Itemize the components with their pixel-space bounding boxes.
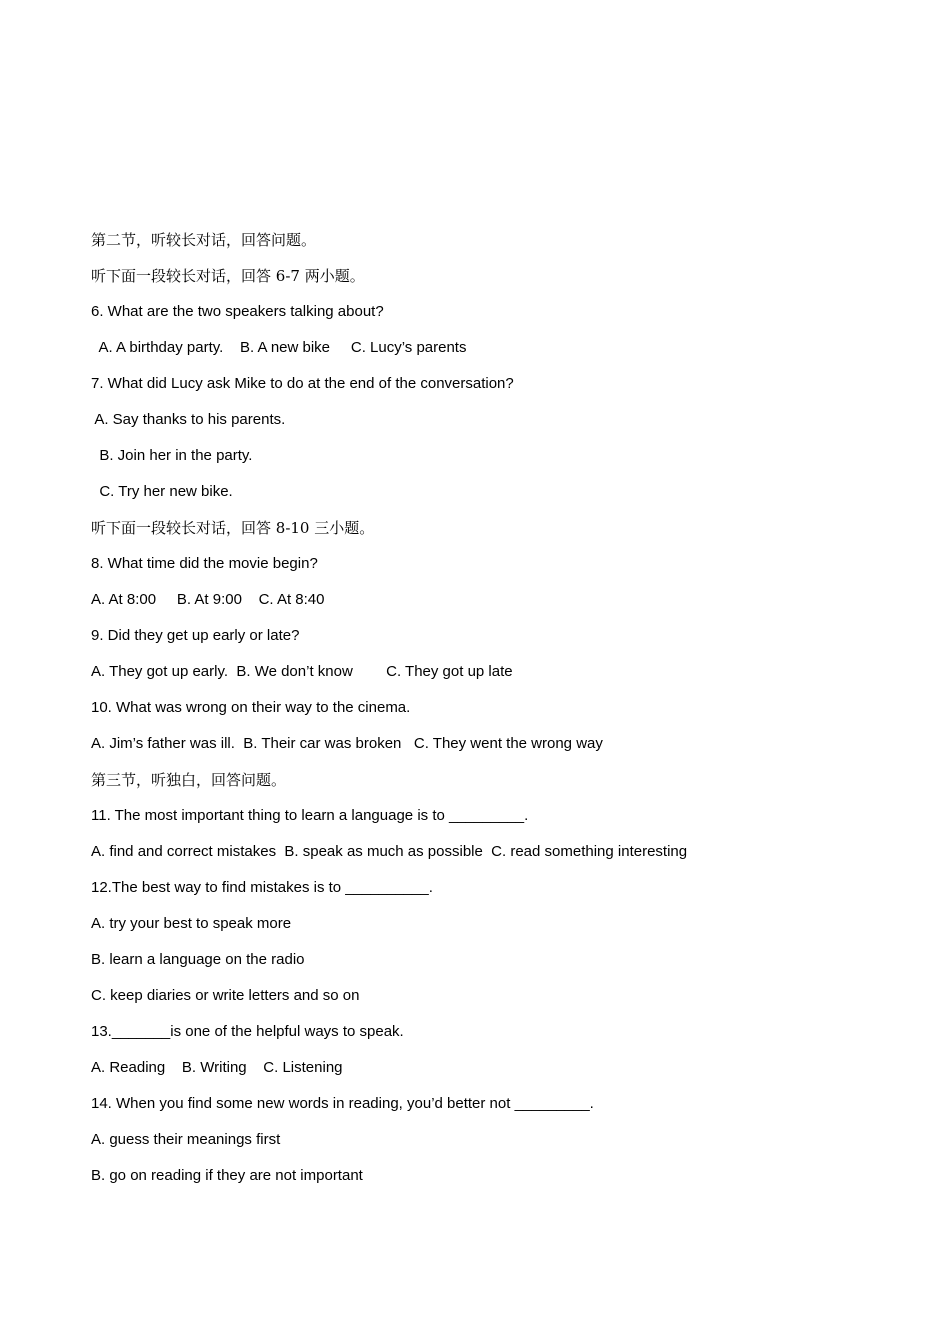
question-8-options: A. At 8:00 B. At 9:00 C. At 8:40: [91, 591, 325, 608]
question-11-options: A. find and correct mistakes B. speak as much as possible C. read something interesting: [91, 843, 688, 860]
question-13: 13._______is one of the helpful ways to speak.: [91, 1023, 404, 1040]
question-7-option-a: A. Say thanks to his parents.: [91, 411, 286, 428]
section-2-heading: 第二节，听较长对话，回答问题。: [91, 231, 317, 249]
question-12-option-c: C. keep diaries or write letters and so on: [91, 987, 360, 1004]
question-12: 12.The best way to find mistakes is to __________.: [91, 879, 433, 896]
question-12-option-b: B. learn a language on the radio: [91, 951, 305, 968]
question-9: 9. Did they get up early or late?: [91, 627, 300, 644]
question-10-options: A. Jim’s father was ill. B. Their car was broken C. They went the wrong way: [91, 735, 603, 752]
question-14-option-a: A. guess their meanings first: [91, 1131, 281, 1148]
question-6-options: A. A birthday party. B. A new bike C. Lucy’s parents: [91, 339, 467, 356]
question-6: 6. What are the two speakers talking about?: [91, 303, 384, 320]
dialogue-instruction-8-10: 听下面一段较长对话，回答 8-10 三小题。: [91, 519, 375, 537]
question-7-option-c: C. Try her new bike.: [91, 483, 233, 500]
question-13-options: A. Reading B. Writing C. Listening: [91, 1059, 343, 1076]
question-7-option-b: B. Join her in the party.: [91, 447, 253, 464]
question-9-options: A. They got up early. B. We don’t know C. They got up late: [91, 663, 513, 680]
question-14-option-b: B. go on reading if they are not important: [91, 1167, 363, 1184]
question-11: 11. The most important thing to learn a language is to _________.: [91, 807, 529, 824]
question-12-option-a: A. try your best to speak more: [91, 915, 292, 932]
question-10: 10. What was wrong on their way to the cinema.: [91, 699, 411, 716]
question-14: 14. When you find some new words in reading, you’d better not _________.: [91, 1095, 594, 1112]
section-3-heading: 第三节，听独白，回答问题。: [91, 771, 287, 789]
question-7: 7. What did Lucy ask Mike to do at the end of the conversation?: [91, 375, 514, 392]
question-8: 8. What time did the movie begin?: [91, 555, 318, 572]
dialogue-instruction-6-7: 听下面一段较长对话，回答 6-7 两小题。: [91, 267, 365, 285]
